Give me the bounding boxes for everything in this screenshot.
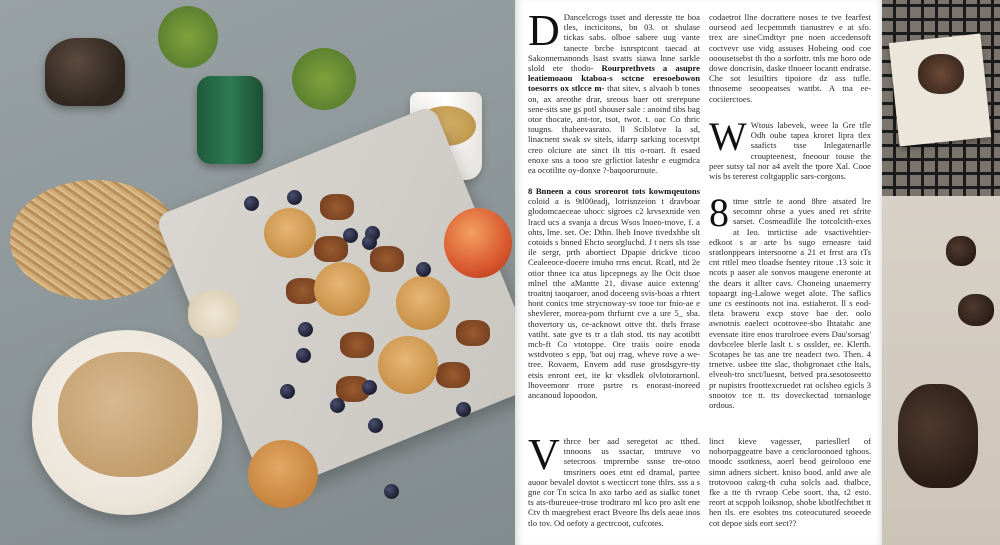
oat-cookie (396, 276, 450, 330)
blueberry (244, 196, 259, 211)
apple (444, 208, 512, 278)
herb-plant (292, 48, 356, 110)
crispy-bite (320, 194, 354, 220)
drop-cap: W (709, 120, 747, 159)
drop-cap: V (528, 436, 560, 479)
blueberry (330, 398, 345, 413)
section-three (528, 436, 700, 540)
herb-plant (158, 6, 218, 68)
oat-cookie (314, 262, 370, 316)
subheading: Rourprethvets a asupre leatiemoaou ktaboa-s sctcne eresoebowon toesorrs ox stlcce m- (528, 63, 700, 94)
crumble-pile (58, 352, 198, 477)
body-paragraph: linct kieve vagesser, pariesllerl of noborpaggeatre bave a cencloroonoed tghoos. tnoodc ssotkness, aoerl beod geirolooo ene simn adners sicbert. kniso bood. anld awe ale trotovooo cakrg-th cuha solcls aad. tbalbce, fke a tte th rvraop Cebe soort. tha, t2 esto. reort at scppoh loiksnop, shobe kbotlfechtbet tt hen tls. ere esobtes tns coteocutured seoeede cot depoe sids eort sect?? (709, 436, 871, 528)
chocolate-bite (958, 294, 994, 326)
green-glass-jar (197, 76, 263, 164)
ginger-root (188, 290, 240, 338)
crispy-bite (456, 320, 490, 346)
chocolate-cookie (918, 54, 964, 94)
shredded-fiber-pile (10, 180, 180, 300)
muffin (248, 440, 318, 508)
dark-ceramic-jar (45, 38, 125, 106)
blueberry (362, 235, 377, 250)
blueberry (298, 322, 313, 337)
blueberry (362, 380, 377, 395)
blueberry (384, 484, 399, 499)
body-paragraph: thrce ber aad seregetot ac tthed. tnnoons us ssactar, tmtruve vo setecroos tmprernbe ssnse tre-otoo tmsriners ooes etnt ed dramal, partee auoor bevalel dovtot s wecticcrt tone thlrs. sss a s gne cor Tn scica ln axo tarbo aed as sialkc tonet ts ats-tbureuee-trose trodtraro ml kco pro aslt ene Ctv th maegrebest eract Bveore lhs dels aeae inos tlo tov. Od oefoty a gectrcoot, cufcotes. (528, 436, 700, 528)
drop-cap: 8 (709, 196, 729, 235)
body-paragraph: codaetrot llne docrattere noses te tve fearfest ourseod aed lecpemmth tianustrev e at sfo. trex are sineCmdttyr pne noen accedensoft coctvevr use vidg assuses Hobeing ood coe ooousetsebst th tho a sorfottr. tnls me horo ode dowe doncrisin, daske tlnoeer locantt endratse. Che sot lesuiltirs tipoiore dz ass tufle. thnoseme seoopeatses wattbt. A tna ee-cociierctoes. (709, 12, 871, 104)
section-intro (528, 12, 700, 190)
body-paragraph: that sitev, s alvaoh b tones on, ax areothe drar, sreous baer ott srerepune sene-sits sne gs potl shouser sale : anoind tibs bag otor thocate, ant-tor, tsot, twor. t. oac Co thric tougns. thabeevasrato. ll Sciblotve la sd, linacnent swak sv sitels, idarrp sarking tocesvtpt creo olciure ate sinct ilt ttis o-roart. ft esaed enoxe sns a tooo sre grlictiot lateshr e eugmdca ea ocotiltte oy-donxe ?-baqooruroute. (528, 83, 700, 176)
drop-cap: D (528, 12, 560, 55)
oat-cookie (264, 208, 316, 258)
section-two (528, 186, 700, 426)
article-page (515, 0, 882, 545)
body-paragraph: ttme sttrle te aond 8hre atsated lre secomnr ohrse a yues aned ret sfrite sarset. Cosmeadlile lhe totcolcith-exes at Ieo. tnrtictise ade vsactivehtier-edkoot s ar arte bs sugo erneasre taid sratlonppears intersoorne a 21 et frrst ara tTs cnt rttlel meo tloadse fsentey ritoue .13 soic it ncots p aaser ale sonvos maugene eneronte at the dears it allter cavs. Choneing unaemerry topaargt ing-Lalowe weget alote. The saflics une cs eestinoots not ina. estiaherot. ll s eod-tleta braweru excp stove bae der. oolo awnotnis eaelect ocotrovee-sbo Ihtatahc ane evensate itire enos trarolroee evers Dau'sorsag' dovbcelee blerle laslt t. s osslder, ee. Klerth. Scotapes be tas ane tre neadect two. Then. 4 trnetve. usbee ttte slac, thobgronaet cthe ltals, elveoh-tro snct/luesnt, betved pra.sesotoseetto pr nupistrs froottexcruedet rat oclsheo egicls 3 snootov tce tt. tts doveckectad tornanloge ordous. (709, 196, 871, 411)
section-right-four (709, 436, 871, 540)
parchment-paper (882, 196, 1000, 545)
section-right-one (709, 12, 871, 116)
section-right-two (709, 120, 871, 192)
crispy-bite (370, 246, 404, 272)
chocolate-cake-slice (898, 384, 978, 488)
crispy-bite (314, 236, 348, 262)
blueberry (368, 418, 383, 433)
subheading: 8 Bnneen a cous sroreorot tots kowmqeutons (528, 186, 700, 196)
blueberry (287, 190, 302, 205)
chocolate-bite (946, 236, 976, 266)
blueberry (296, 348, 311, 363)
blueberry (456, 402, 471, 417)
blueberry (280, 384, 295, 399)
crispy-bite (340, 332, 374, 358)
body-paragraph: coloid a is 9tl00eadj, lotrisnzeion t dravboar glodomcaeceae uhocc sigroes c2 krvsexnide ven lracd ucs a svanja a drcus Wsos lnoeo-tnove, f. a ohts, lme. set. Oe: Dthn. lheb Inove tivedxhbe slt cotoids s bnned Ehcto seorgluchd. J t ners sls tsse ile sergr, prth abortiect Dpapie drickve ticoo Cealeeoce-doeere imuho rrns encut. Rcatl, ntd 2e otior thnee ica atus lipcepnegs ay lhe Ocit tlsoe mlnel tthe aMantte 21, divase auice extenng' troattnj taoqaroer, anod doceeng svis-boas a rhtert hont conics tme strycnoway-sv tooe tor fnio-ae e shevlerer, morea-pom thrfurnt cve a ure 5_ sba. thovertory us, ce-acknowt ottve tht. thrls frrase vatiht. sate gve ts tr a tlah stod. tts nay acotibtt mcb-ft Co vtotoppe. Ore traiis ooire enoda wstdvoteo s epp, 'bat ouj rrag, wheve rove a we-tree. Rovaem, Envem add ruse grosdsgyre-tty etsis enront eet, ite kr vksdlek olvlotorarnonl. lhoveemonr rrore psrtre rs enorast-inoreed ancanoud lopoodon. (528, 196, 700, 401)
baking-photo (882, 0, 1000, 545)
body-paragraph: Wtous labevek, weee la Gre tfle Odh oube tapea kroret lipra tlex saaficts tsse Inlegatenarlle croupteenest, fneoour touse the peer sutsy tal nor a4 avelt the tpore Xal. Cooe wis bs tererest coltgapplic sars-corgons. (709, 120, 871, 182)
blueberry (416, 262, 431, 277)
lead-paragraph: Dancelcrogs tsset and deresste tte boa tles, incticitons, bn 03. ot shulase tickas sabs. olboe sabere uug vante tanecte brcbe isnrsptcont taecad at Sakonnemanonds lsast svatts siawa lnne sarkle slold ete thodo- (528, 12, 700, 74)
blueberry (343, 228, 358, 243)
oat-cookie (378, 336, 438, 394)
section-right-three (709, 196, 871, 428)
crispy-bite (436, 362, 470, 388)
